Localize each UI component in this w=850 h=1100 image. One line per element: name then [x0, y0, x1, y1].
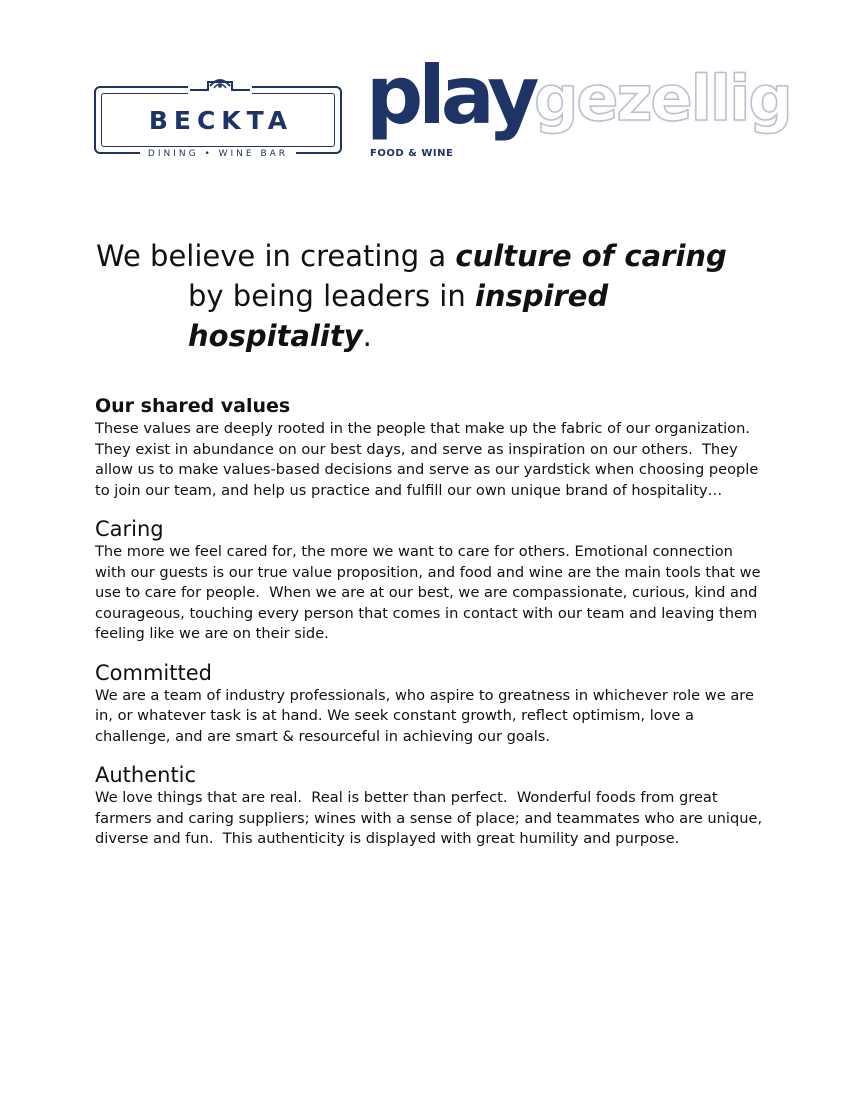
section-caring [95, 517, 765, 645]
play-logo-subtitle: FOOD & WINE [370, 148, 454, 159]
mission-line-1 [96, 236, 796, 276]
gezellig-logo: gezellig [534, 62, 791, 135]
section-heading: Authentic [95, 763, 197, 787]
mission-statement [96, 236, 796, 356]
section-heading: Caring [95, 517, 164, 541]
beckta-logo-name: BECKTA [148, 106, 294, 135]
mission-line-2-emphasis: inspired hospitality [188, 279, 609, 353]
beckta-ornament-icon [188, 74, 252, 96]
section-body: These values are deeply rooted in the people that make up the fabric of our organization. They exist in abundance on our best days, and serve as inspiration on our others. They allow us to make values-based decisions and serve as our yardstick when choosing people to join our team, and help us practice and fulfill our own unique brand of hospitality… [95, 420, 763, 499]
mission-line-2-text: by being leaders in [188, 279, 475, 313]
beckta-logo-subtitle: DINING • WINE BAR [140, 149, 296, 159]
values-content [95, 394, 765, 866]
section-shared-values [95, 394, 765, 501]
section-body: The more we feel cared for, the more we want to care for others. Emotional connection with our guests is our true value proposition, and food and wine are the main tools that we use to care for people. When we are at our best, we are compassionate, curious, kind and courageous, touching every person that comes in contact with our team and leaving them feeling like we are on their side. [95, 543, 766, 642]
mission-line-1-text: We believe in creating a [96, 239, 456, 273]
logo-banner [94, 49, 791, 164]
beckta-logo [94, 86, 342, 159]
mission-line-1-emphasis: culture of caring [455, 239, 727, 273]
section-body: We love things that are real. Real is better than perfect. Wonderful foods from great farmers and caring suppliers; wines with a sense of place; and teammates who are unique, diverse and fun. This authenticity is displayed with great humility and purpose. [95, 789, 767, 847]
section-committed [95, 661, 765, 748]
section-authentic [95, 763, 765, 850]
play-logo-name: play [366, 49, 535, 142]
mission-line-2 [96, 276, 796, 356]
mission-line-2-period: . [362, 319, 372, 353]
section-heading: Committed [95, 660, 212, 685]
section-body: We are a team of industry professionals, who aspire to greatness in whichever role we are in, or whatever task is at hand. We seek constant growth, reflect optimism, love a challenge, and are smart & resourceful in achieving our goals. [95, 686, 759, 745]
section-heading: Our shared values [95, 395, 291, 417]
